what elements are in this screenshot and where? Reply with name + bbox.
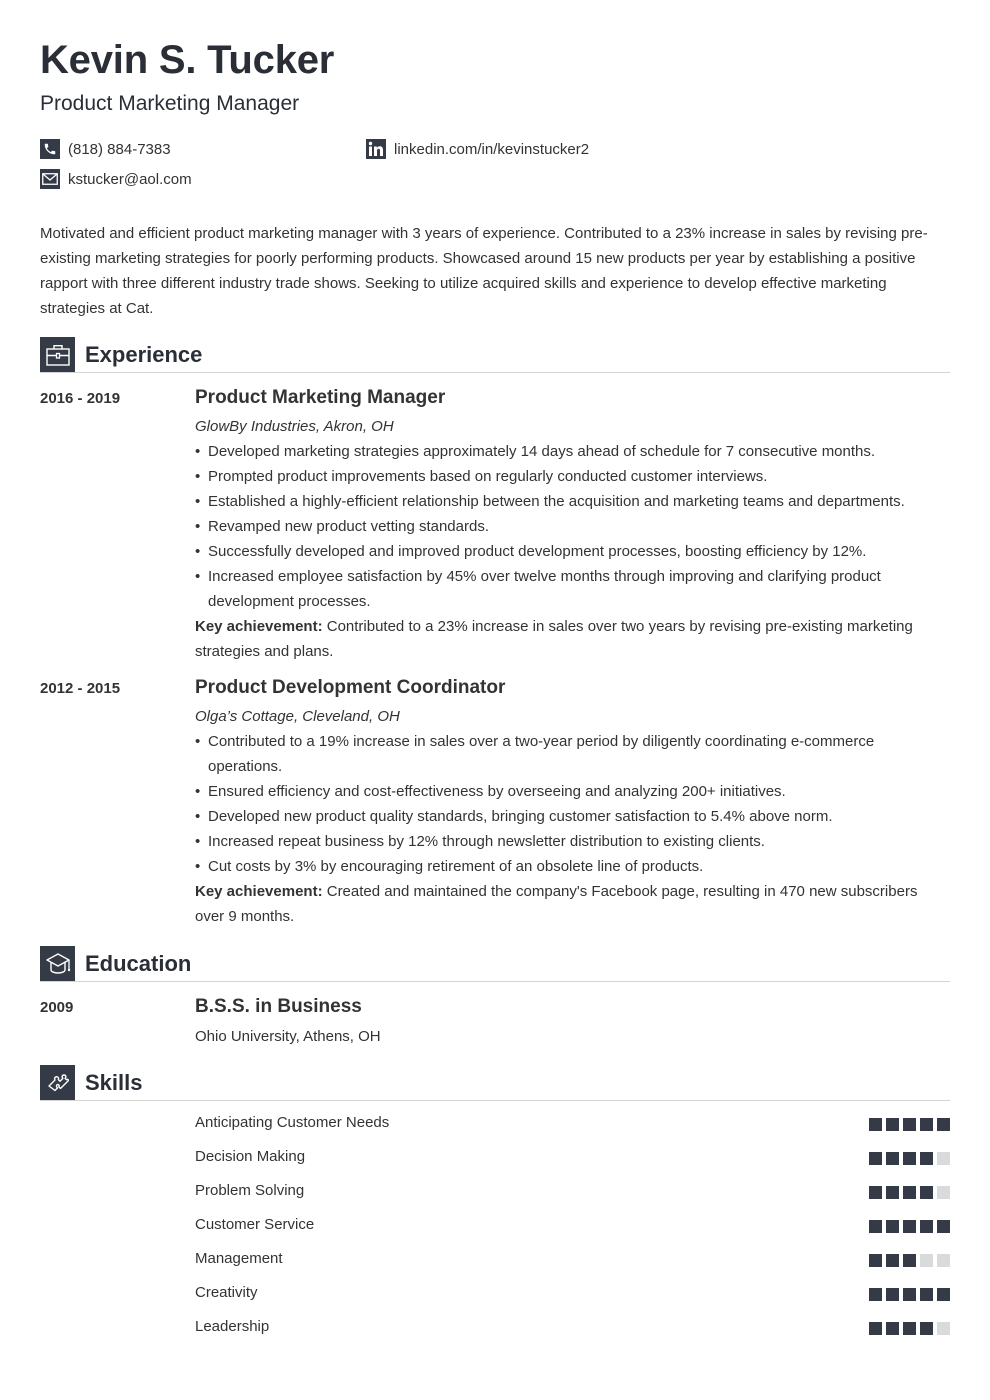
skill-name: Problem Solving [195, 1182, 305, 1199]
degree-title: B.S.S. in Business [195, 996, 362, 1017]
rating-square-filled [886, 1186, 899, 1199]
rating-square-filled [920, 1118, 933, 1131]
rating-square-filled [886, 1254, 899, 1267]
rating-square-filled [903, 1254, 916, 1267]
skill-rating [869, 1152, 950, 1165]
phone-icon [40, 139, 60, 159]
rating-square-filled [886, 1118, 899, 1131]
job-title: Product Marketing Manager [195, 387, 446, 408]
list-item: • Revamped new product vetting standards. [195, 514, 950, 539]
rating-square-empty [937, 1254, 950, 1267]
profile-summary: Motivated and efficient product marketing manager with 3 years of experience. Contributed to a 23% increase in sales by revising pre-existing marketing strategies for poorly performing products. Showcased around 15 new products per year by establishing a positive rapport with three different industry trade shows. Seeking to utilize acquired skills and experience to develop effective marketing strategies at Cat. [40, 225, 928, 317]
skill-name: Anticipating Customer Needs [195, 1114, 390, 1131]
rating-square-filled [937, 1118, 950, 1131]
rating-square-filled [937, 1288, 950, 1301]
rating-square-filled [886, 1288, 899, 1301]
key-achievement-text: Created and maintained the company's Facebook page, resulting in 470 new subscribers over 9 months. [195, 883, 918, 925]
rating-square-filled [920, 1288, 933, 1301]
skill-name: Decision Making [195, 1148, 306, 1165]
skill-rating [869, 1220, 950, 1233]
entry-dates: 2012 - 2015 [40, 680, 121, 697]
rating-square-filled [920, 1220, 933, 1233]
experience-title: Experience [85, 342, 203, 367]
list-item: • Prompted product improvements based on regularly conducted customer interviews. [195, 464, 950, 489]
candidate-role: Product Marketing Manager [40, 92, 300, 115]
phone-text: (818) 884-7383 [68, 140, 171, 158]
education-title: Education [85, 951, 192, 976]
education-section-header [40, 946, 950, 982]
skills-title: Skills [85, 1070, 143, 1095]
rating-square-filled [869, 1288, 882, 1301]
rating-square-filled [920, 1152, 933, 1165]
rating-square-filled [903, 1186, 916, 1199]
list-item: • Ensured efficiency and cost-effectiveness by overseeing and analyzing 200+ initiatives. [195, 779, 950, 804]
experience-section-header [40, 337, 950, 373]
list-item: • Established a highly-efficient relationship between the acquisition and marketing teams and departments. [195, 489, 950, 514]
skills-list [195, 1112, 950, 1350]
rating-square-filled [903, 1152, 916, 1165]
rating-square-filled [903, 1322, 916, 1335]
skill-row [195, 1112, 950, 1146]
rating-square-filled [869, 1186, 882, 1199]
skills-section-header [40, 1065, 950, 1101]
list-item: • Developed marketing strategies approximately 14 days ahead of schedule for 7 consecutive months. [195, 439, 950, 464]
rating-square-filled [886, 1220, 899, 1233]
skill-rating [869, 1322, 950, 1335]
job-title: Product Development Coordinator [195, 677, 506, 698]
skill-row [195, 1248, 950, 1282]
list-item: • Cut costs by 3% by encouraging retirement of an obsolete line of products. [195, 854, 950, 879]
rating-square-empty [937, 1152, 950, 1165]
linkedin-text: linkedin.com/in/kevinstucker2 [394, 140, 590, 158]
candidate-name: Kevin S. Tucker [40, 38, 335, 82]
linkedin-icon [366, 139, 386, 159]
rating-square-filled [886, 1152, 899, 1165]
school-location: Ohio University, Athens, OH [195, 1028, 381, 1045]
skill-row [195, 1282, 950, 1316]
skill-row [195, 1214, 950, 1248]
skill-row [195, 1316, 950, 1350]
skill-row [195, 1146, 950, 1180]
key-achievement [195, 614, 950, 664]
rating-square-filled [937, 1220, 950, 1233]
rating-square-filled [903, 1220, 916, 1233]
rating-square-filled [869, 1118, 882, 1131]
company-location: GlowBy Industries, Akron, OH [195, 418, 394, 435]
key-achievement-text: Contributed to a 23% increase in sales over two years by revising pre-existing marketing strategies and plans. [195, 618, 913, 660]
skill-rating [869, 1254, 950, 1267]
puzzle-icon [40, 1065, 75, 1100]
list-item: • Increased employee satisfaction by 45% over twelve months through improving and clarifying product development processes. [195, 564, 950, 614]
skill-name: Customer Service [195, 1216, 315, 1233]
rating-square-filled [869, 1152, 882, 1165]
skill-name: Leadership [195, 1318, 270, 1335]
rating-square-filled [869, 1220, 882, 1233]
key-achievement [195, 879, 950, 929]
skill-rating [869, 1118, 950, 1131]
skill-name: Management [195, 1250, 283, 1267]
email-text: kstucker@aol.com [68, 170, 192, 188]
company-location: Olga’s Cottage, Cleveland, OH [195, 708, 400, 725]
contact-email[interactable] [40, 169, 192, 189]
graduation-year: 2009 [40, 999, 74, 1016]
briefcase-icon [40, 337, 75, 372]
entry-dates: 2016 - 2019 [40, 390, 121, 407]
skill-rating [869, 1288, 950, 1301]
envelope-icon [40, 169, 60, 189]
rating-square-filled [869, 1254, 882, 1267]
rating-square-empty [920, 1254, 933, 1267]
rating-square-filled [920, 1322, 933, 1335]
list-item: • Successfully developed and improved product development processes, boosting efficiency by 12%. [195, 539, 950, 564]
contact-phone [40, 139, 171, 159]
rating-square-empty [937, 1186, 950, 1199]
rating-square-filled [886, 1322, 899, 1335]
skill-row [195, 1180, 950, 1214]
rating-square-filled [869, 1322, 882, 1335]
key-achievement-label: Key achievement: [195, 618, 323, 635]
rating-square-filled [903, 1118, 916, 1131]
list-item: • Contributed to a 19% increase in sales over a two-year period by diligently coordinating e-commerce operations. [195, 729, 950, 779]
skill-rating [869, 1186, 950, 1199]
rating-square-filled [903, 1288, 916, 1301]
rating-square-filled [920, 1186, 933, 1199]
key-achievement-label: Key achievement: [195, 883, 323, 900]
skill-name: Creativity [195, 1284, 258, 1301]
contact-linkedin[interactable] [366, 139, 589, 159]
responsibility-list [195, 439, 950, 614]
list-item: • Developed new product quality standards, bringing customer satisfaction to 5.4% above norm. [195, 804, 950, 829]
responsibility-list [195, 729, 950, 879]
list-item: • Increased repeat business by 12% through newsletter distribution to existing clients. [195, 829, 950, 854]
graduation-cap-icon [40, 946, 75, 981]
rating-square-empty [937, 1322, 950, 1335]
